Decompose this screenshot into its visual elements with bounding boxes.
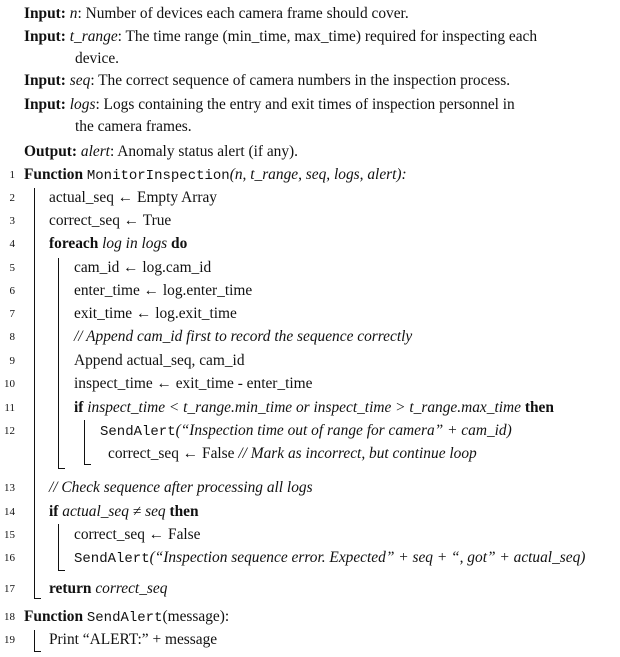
output-alert: Output: alert: Anomaly status alert (if any). <box>24 143 299 160</box>
algo-line-7: 7 exit_time ← log.exit_time <box>9 305 237 322</box>
algo-line-15: 15 correct_seq ← False <box>4 526 201 543</box>
algo-line-19: 19 Print “ALERT:” + message <box>4 631 218 648</box>
algo-line-10: 10 inspect_time ← exit_time - enter_time <box>4 375 313 392</box>
algo-line-11: 11 if inspect_time < t_range.min_time or inspect_time > t_range.max_time then <box>4 399 554 416</box>
input-n: Input: n: Number of devices each camera frame should cover. <box>24 5 409 22</box>
algo-line-2: 2 actual_seq ← Empty Array <box>9 189 217 206</box>
input-logs: Input: logs: Logs containing the entry and exit times of inspection personnel in <box>24 96 515 113</box>
algo-line-18: 18 Function SendAlert(message): <box>4 608 230 626</box>
input-t-range: Input: t_range: The time range (min_time, max_time) required for inspecting each <box>24 28 538 45</box>
scope-end-function-main <box>34 598 41 599</box>
scope-line-if-seq <box>58 524 59 571</box>
algo-line-16: 16 SendAlert(“Inspection sequence error. Expected” + seq + “, got” + actual_seq) <box>4 549 586 567</box>
algo-line-12-cont: correct_seq ← False // Mark as incorrect, but continue loop <box>108 445 477 462</box>
algo-line-4: 4 foreach log in logs do <box>9 235 188 252</box>
algo-line-3: 3 correct_seq ← True <box>9 212 172 229</box>
scope-line-foreach <box>58 258 59 469</box>
algo-line-13: 13 // Check sequence after processing all logs <box>4 479 313 496</box>
algo-line-8: 8 // Append cam_id first to record the sequence correctly <box>9 328 413 345</box>
algo-line-6: 6 enter_time ← log.enter_time <box>9 282 253 299</box>
input-t-range-cont: device. <box>75 50 120 67</box>
input-seq: Input: seq: The correct sequence of camera numbers in the inspection process. <box>24 72 511 89</box>
algo-line-14: 14 if actual_seq ≠ seq then <box>4 503 199 520</box>
algo-line-12: 12 SendAlert(“Inspection time out of range for camera” + cam_id) <box>4 422 512 440</box>
algo-line-17: 17 return correct_seq <box>4 580 168 597</box>
scope-line-function-sendalert <box>34 630 35 652</box>
algo-line-9: 9 Append actual_seq, cam_id <box>9 352 245 369</box>
algo-line-5: 5 cam_id ← log.cam_id <box>9 259 212 276</box>
scope-line-if-time <box>84 420 85 465</box>
scope-end-if-time <box>84 464 91 465</box>
scope-end-foreach <box>58 468 65 469</box>
scope-end-function-sendalert <box>34 651 41 652</box>
scope-end-if-seq <box>58 570 65 571</box>
algo-line-1: 1 Function MonitorInspection(n, t_range, seq, logs, alert): <box>9 166 407 184</box>
scope-line-function-main <box>34 188 35 599</box>
input-logs-cont: the camera frames. <box>75 118 192 135</box>
